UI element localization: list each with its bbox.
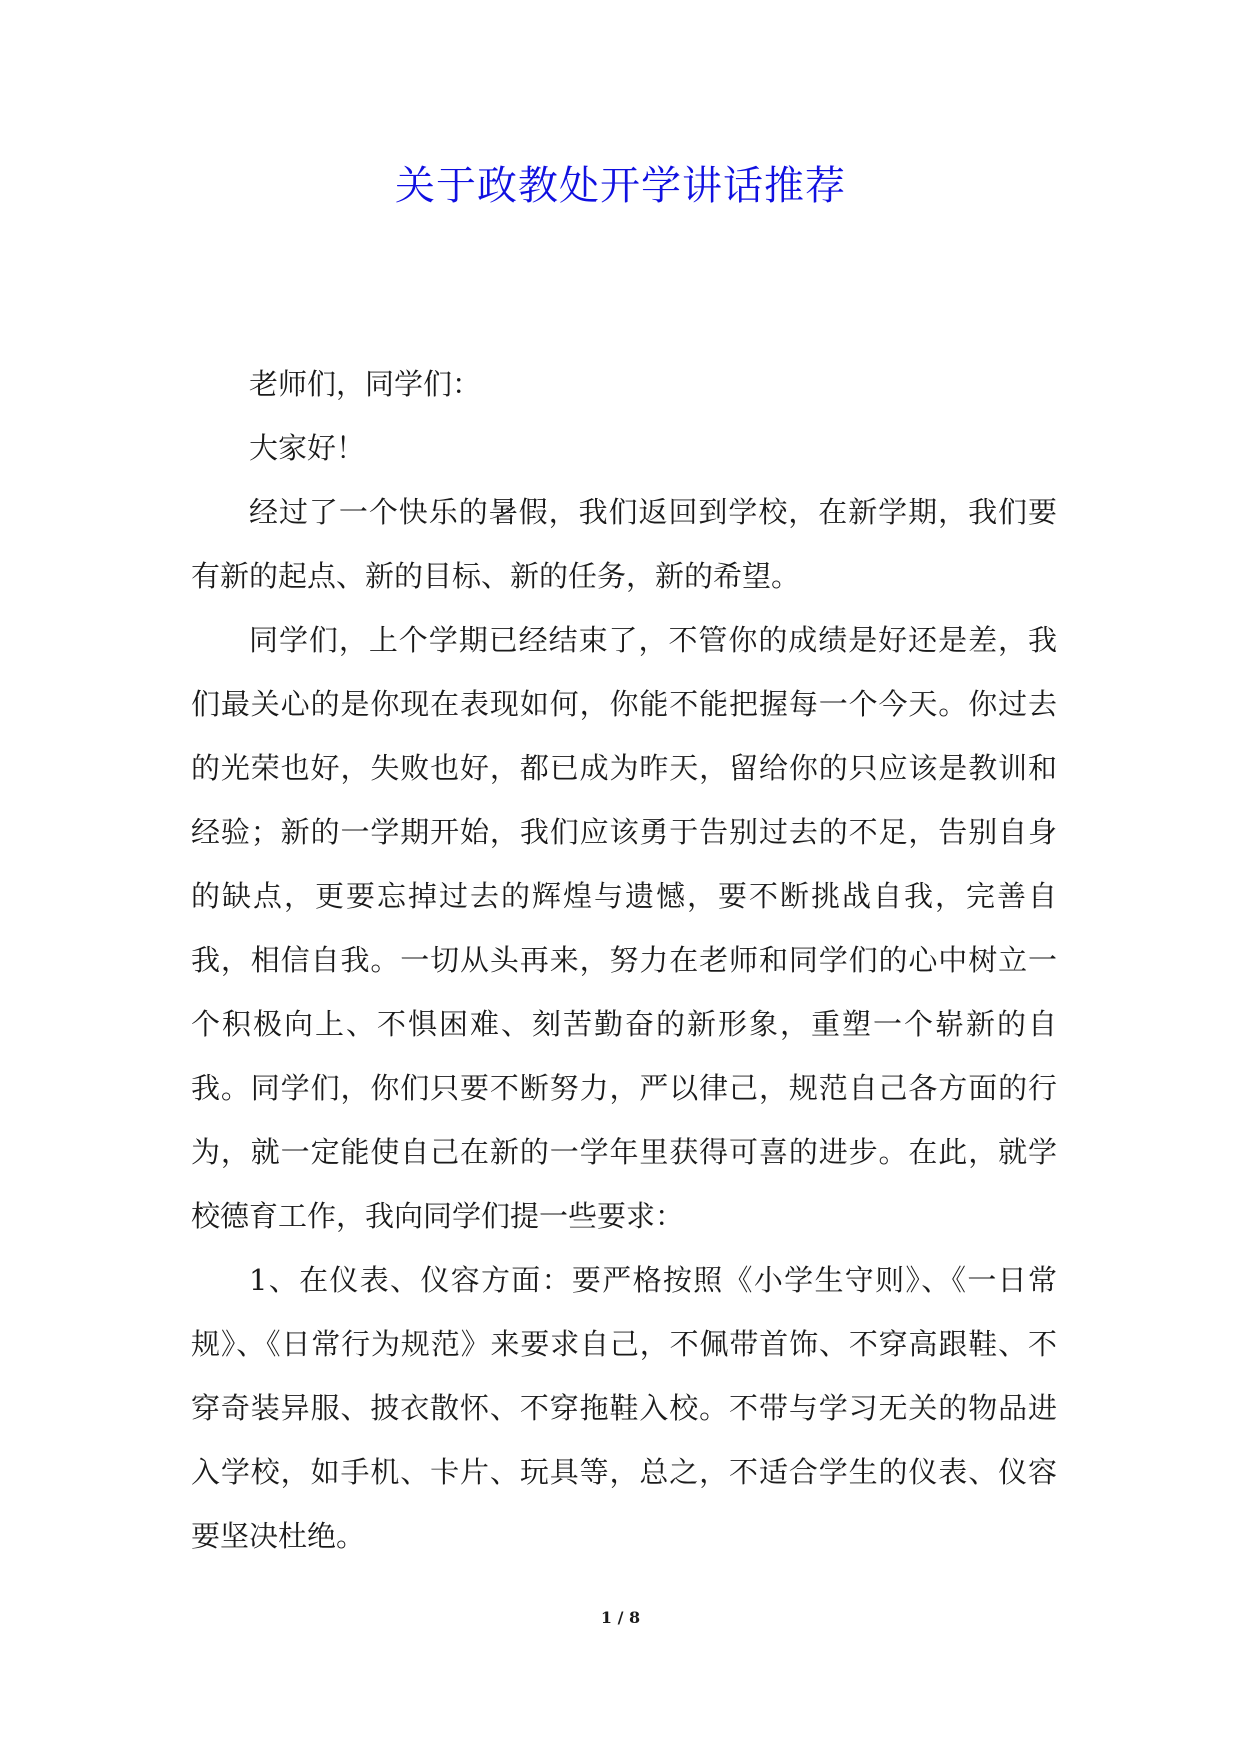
page-number: 1 / 8 <box>600 1608 641 1627</box>
paragraph-intro: 经过了一个快乐的暑假，我们返回到学校，在新学期，我们要有新的起点、新的目标、新的任务，新的希望。 <box>191 495 1057 593</box>
paragraph-greeting: 大家好！ <box>249 431 366 465</box>
document-body <box>191 352 1057 1568</box>
paragraph-requirement-1: 1、在仪表、仪容方面：要严格按照《小学生守则》、《一日常规》、《日常行为规范》来要求自己，不佩带首饰、不穿高跟鞋、不穿奇装异服、披衣散怀、不穿拖鞋入校。不带与学习无关的物品进入学校，如手机、卡片、玩具等，总之，不适合学生的仪表、仪容要坚决杜绝。 <box>191 1263 1057 1553</box>
paragraph-main: 同学们，上个学期已经结束了，不管你的成绩是好还是差，我们最关心的是你现在表现如何，你能不能把握每一个今天。你过去的光荣也好，失败也好，都已成为昨天，留给你的只应该是教训和经验；新的一学期开始，我们应该勇于告别过去的不足，告别自身的缺点，更要忘掉过去的辉煌与遗憾，要不断挑战自我，完善自我，相信自我。一切从头再来，努力在老师和同学们的心中树立一个积极向上、不惧困难、刻苦勤奋的新形象，重塑一个崭新的自我。同学们，你们只要不断努力，严以律己，规范自己各方面的行为，就一定能使自己在新的一学年里获得可喜的进步。在此，就学校德育工作，我向同学们提一些要求： <box>191 623 1057 1233</box>
page-title: 关于政教处开学讲话推荐 <box>395 163 846 209</box>
paragraph-salutation: 老师们，同学们： <box>249 367 482 401</box>
